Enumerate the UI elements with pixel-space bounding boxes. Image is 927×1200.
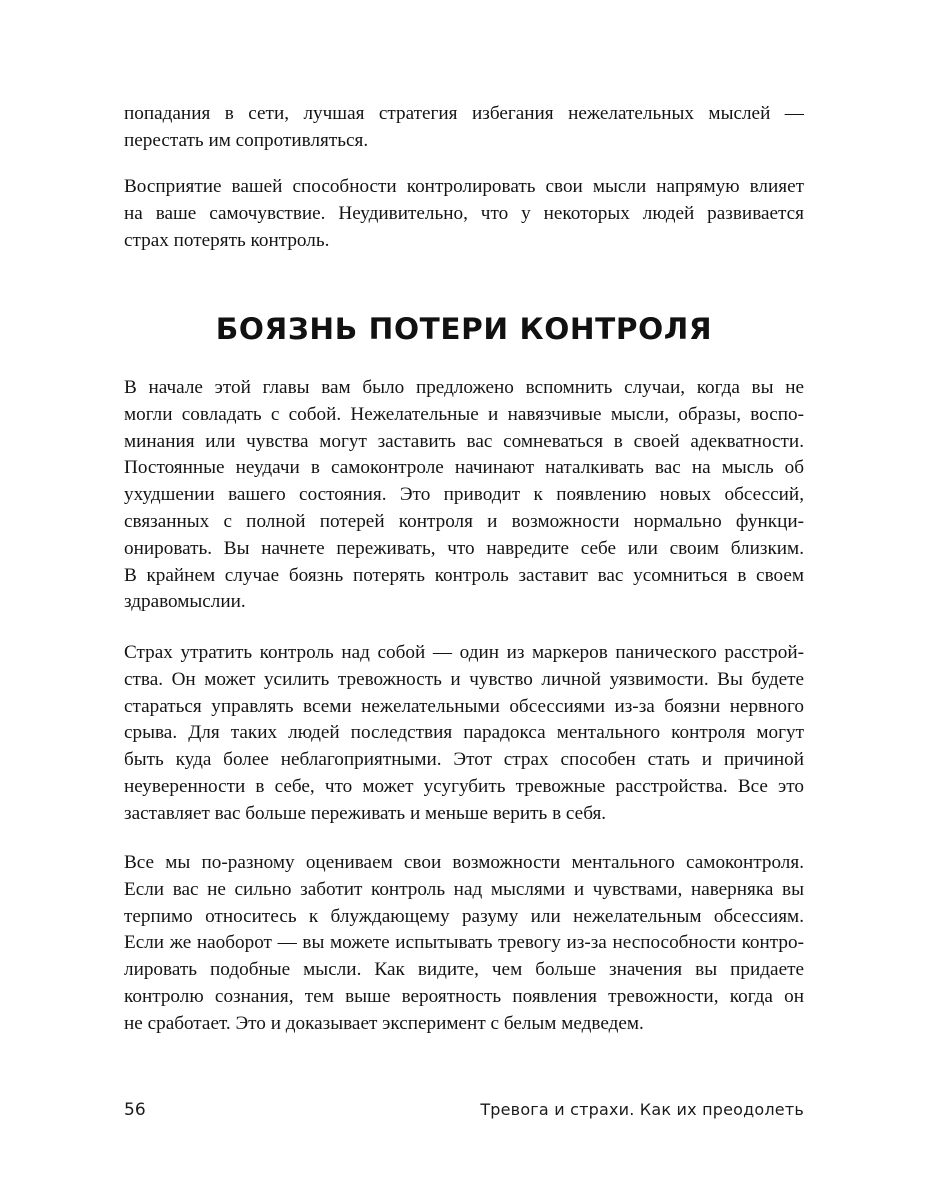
text-line: здравомыслии. [124, 591, 246, 613]
text-line: ства. Он может усилить тревожность и чувство личной уязвимости. Вы будете [124, 668, 804, 690]
paragraph-2 [124, 174, 804, 254]
text-line: срыва. Для таких людей последствия парадокса ментального контроля могут [124, 722, 804, 744]
text-line: стараться управлять всеми нежелательными обсессиями из-за боязни нервного [124, 695, 804, 717]
text-line: на ваше самочувствие. Неудивительно, что у некоторых людей развивается [124, 202, 804, 224]
paragraph-1 [124, 101, 804, 155]
text-line: лировать подобные мысли. Как видите, чем больше значения вы придаете [124, 959, 804, 981]
text-line: Все мы по-разному оцениваем свои возможности ментального самоконтроля. [124, 852, 804, 873]
text-line: Восприятие вашей способности контролировать свои мысли напрямую влияет [124, 176, 804, 197]
text-line: Если же наоборот — вы можете испытывать тревогу из-за неспособности контро- [124, 932, 804, 954]
text-line: могли совладать с собой. Нежелательные и навязчивые мысли, образы, воспо- [124, 403, 804, 425]
text-line: В начале этой главы вам было предложено вспомнить случаи, когда вы не [124, 377, 804, 398]
text-line: минания или чувства могут заставить вас сомневаться в своей адекватности. [124, 430, 804, 452]
text-line: попадания в сети, лучшая стратегия избегания нежелательных мыслей — [124, 103, 804, 124]
text-line: онировать. Вы начнете переживать, что навредите себе или своим близким. [124, 537, 804, 559]
text-line: терпимо относитесь к блуждающему разуму или нежелательным обсессиям. [124, 905, 804, 927]
section-heading: БОЯЗНЬ ПОТЕРИ КОНТРОЛЯ [215, 312, 713, 346]
page-number: 56 [124, 1100, 146, 1120]
text-line: связанных с полной потерей контроля и возможности нормально функци- [124, 510, 804, 532]
text-line: страх потерять контроль. [124, 229, 330, 251]
text-line: быть куда более неблагоприятными. Этот страх способен стать и причиной [124, 749, 804, 771]
running-footer-title: Тревога и страхи. Как их преодолеть [480, 1100, 804, 1119]
text-line: Страх утратить контроль над собой — один из маркеров панического расстрой- [124, 642, 804, 663]
text-line: не сработает. Это и доказывает эксперимент с белым медведем. [124, 1012, 644, 1034]
text-line: Постоянные неудачи в самоконтроле начинают наталкивать вас на мысль об [124, 457, 804, 479]
text-line: заставляет вас больше переживать и меньше верить в себя. [124, 802, 607, 824]
paragraph-3 [124, 375, 804, 616]
text-line: неуверенности в себе, что может усугубить тревожные расстройства. Все это [124, 775, 804, 797]
text-line: ухудшении вашего состояния. Это приводит к появлению новых обсессий, [124, 484, 804, 506]
text-line: Если вас не сильно заботит контроль над мыслями и чувствами, наверняка вы [124, 878, 804, 900]
text-line: перестать им сопротивляться. [124, 129, 369, 151]
paragraph-4 [124, 640, 804, 828]
text-line: контролю сознания, тем выше вероятность появления тревожности, когда он [124, 985, 804, 1007]
paragraph-5 [124, 850, 804, 1038]
text-line: В крайнем случае боязнь потерять контроль заставит вас усомниться в своем [124, 564, 804, 586]
